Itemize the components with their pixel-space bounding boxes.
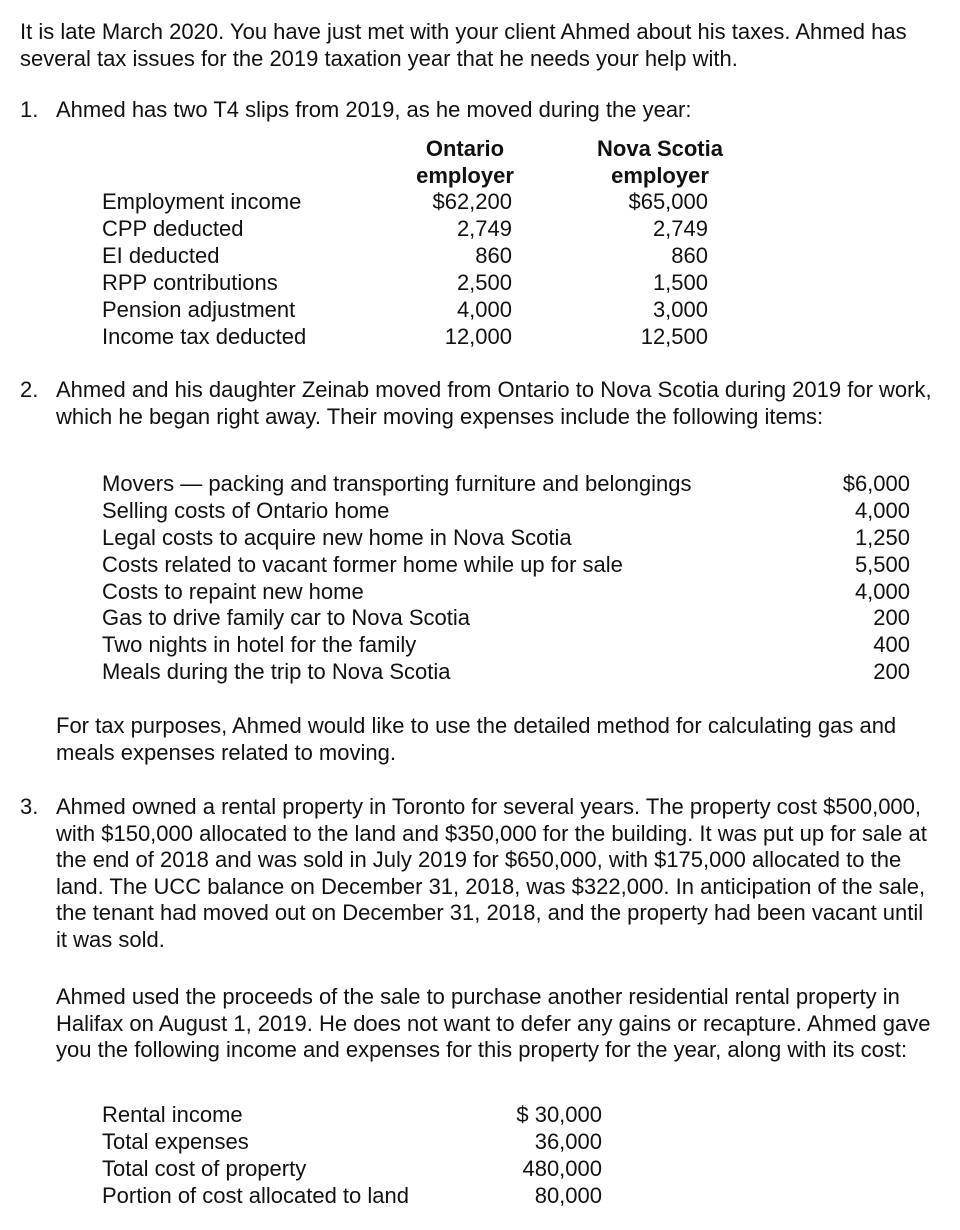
- rental-row-label: Portion of cost allocated to land: [102, 1183, 409, 1208]
- ontario-header-line2: employer: [416, 162, 514, 188]
- moving-expense-label: Costs related to vacant former home while up for sale: [102, 552, 623, 577]
- moving-expense-amount: 5,500: [854, 552, 910, 577]
- nova-scotia-employer-header: [582, 136, 738, 189]
- moving-expense-amount: 200: [873, 659, 910, 684]
- t4-row: [102, 216, 722, 243]
- moving-expense-amount: $6,000: [842, 471, 910, 496]
- t4-row-label: Pension adjustment: [102, 297, 296, 322]
- moving-expense-label: Legal costs to acquire new home in Nova Scotia: [102, 525, 572, 550]
- moving-expense-amount: 400: [873, 632, 910, 657]
- t4-row-label: Income tax deducted: [102, 324, 307, 349]
- moving-expense-row: [102, 579, 910, 606]
- t4-row: [102, 324, 722, 351]
- question-3-text-2: Ahmed used the proceeds of the sale to purchase another residential rental property in Halifax on August 1, 2019. He does not want to defer any gains or recapture. Ahmed gave you the following income and expenses for this property for the year, along with its cost:: [56, 984, 931, 1063]
- moving-expense-row: [102, 525, 910, 552]
- t4-ontario-value: $62,200: [432, 189, 512, 214]
- rental-row: [102, 1102, 602, 1129]
- t4-ontario-value: 860: [475, 243, 512, 268]
- question-1-number: 1.: [20, 97, 39, 122]
- rental-row: [102, 1156, 602, 1183]
- moving-expense-amount: 4,000: [854, 498, 910, 523]
- rental-row: [102, 1183, 602, 1210]
- rental-row: [102, 1129, 602, 1156]
- t4-ontario-value: 2,500: [456, 270, 512, 295]
- t4-row: [102, 297, 722, 324]
- moving-expense-row: [102, 471, 910, 498]
- question-3-text: Ahmed owned a rental property in Toronto for several years. The property cost $500,000, with $150,000 allocated to the land and $350,000 for the building. It was put up for sale at the end of 2018 and was sold in July 2019 for $650,000, with $175,000 allocated to the land. The UCC balance on December 31, 2018, was $322,000. In anticipation of the sale, the tenant had moved out on December 31, 2018, and the property had been vacant until it was sold.: [56, 794, 927, 952]
- moving-expense-label: Two nights in hotel for the family: [102, 632, 417, 657]
- intro-paragraph: It is late March 2020. You have just met with your client Ahmed about his taxes. Ahmed has several tax issues for the 2019 taxation year that he needs your help with.: [20, 19, 907, 71]
- ontario-header-line1: Ontario: [425, 136, 505, 161]
- t4-nova-scotia-value: $65,000: [628, 189, 708, 214]
- moving-expense-label: Movers — packing and transporting furniture and belongings: [102, 471, 692, 496]
- moving-expense-amount: 200: [873, 605, 910, 630]
- t4-nova-scotia-value: 12,500: [640, 324, 708, 349]
- t4-row-label: RPP contributions: [102, 270, 278, 295]
- t4-nova-scotia-value: 2,749: [652, 216, 708, 241]
- t4-row-label: EI deducted: [102, 243, 220, 268]
- t4-row: [102, 270, 722, 297]
- nova-scotia-header-line1: Nova Scotia: [597, 136, 723, 161]
- moving-expense-label: Meals during the trip to Nova Scotia: [102, 659, 451, 684]
- t4-row: [102, 189, 722, 216]
- moving-expense-label: Costs to repaint new home: [102, 579, 364, 604]
- moving-expense-row: [102, 632, 910, 659]
- t4-ontario-value: 4,000: [456, 297, 512, 322]
- t4-ontario-value: 12,000: [444, 324, 512, 349]
- t4-row-label: Employment income: [102, 189, 302, 214]
- rental-row-amount: 80,000: [534, 1183, 602, 1208]
- t4-ontario-value: 2,749: [456, 216, 512, 241]
- t4-nova-scotia-value: 1,500: [652, 270, 708, 295]
- question-3-number: 3.: [20, 794, 39, 819]
- ontario-employer-header: [398, 136, 532, 189]
- nova-scotia-header-line2: employer: [611, 162, 709, 188]
- t4-row-label: CPP deducted: [102, 216, 244, 241]
- rental-row-label: Total expenses: [102, 1129, 249, 1154]
- question-2-note: For tax purposes, Ahmed would like to use the detailed method for calculating gas and meals expenses related to moving.: [56, 713, 897, 765]
- rental-row-amount: 480,000: [522, 1156, 602, 1181]
- moving-expense-row: [102, 498, 910, 525]
- question-1-text: Ahmed has two T4 slips from 2019, as he moved during the year:: [56, 97, 692, 122]
- t4-nova-scotia-value: 860: [671, 243, 708, 268]
- moving-expense-row: [102, 659, 910, 686]
- t4-nova-scotia-value: 3,000: [652, 297, 708, 322]
- moving-expense-label: Selling costs of Ontario home: [102, 498, 390, 523]
- moving-expense-label: Gas to drive family car to Nova Scotia: [102, 605, 471, 630]
- question-2-number: 2.: [20, 377, 39, 402]
- rental-row-amount: $ 30,000: [516, 1102, 602, 1127]
- moving-expense-amount: 4,000: [854, 579, 910, 604]
- rental-row-label: Rental income: [102, 1102, 243, 1127]
- t4-row: [102, 243, 722, 270]
- moving-expense-row: [102, 605, 910, 632]
- rental-row-amount: 36,000: [534, 1129, 602, 1154]
- question-2-text: Ahmed and his daughter Zeinab moved from Ontario to Nova Scotia during 2019 for work, which he began right away. Their moving expenses include the following items:: [56, 377, 932, 429]
- moving-expense-row: [102, 552, 910, 579]
- rental-row-label: Total cost of property: [102, 1156, 307, 1181]
- moving-expense-amount: 1,250: [854, 525, 910, 550]
